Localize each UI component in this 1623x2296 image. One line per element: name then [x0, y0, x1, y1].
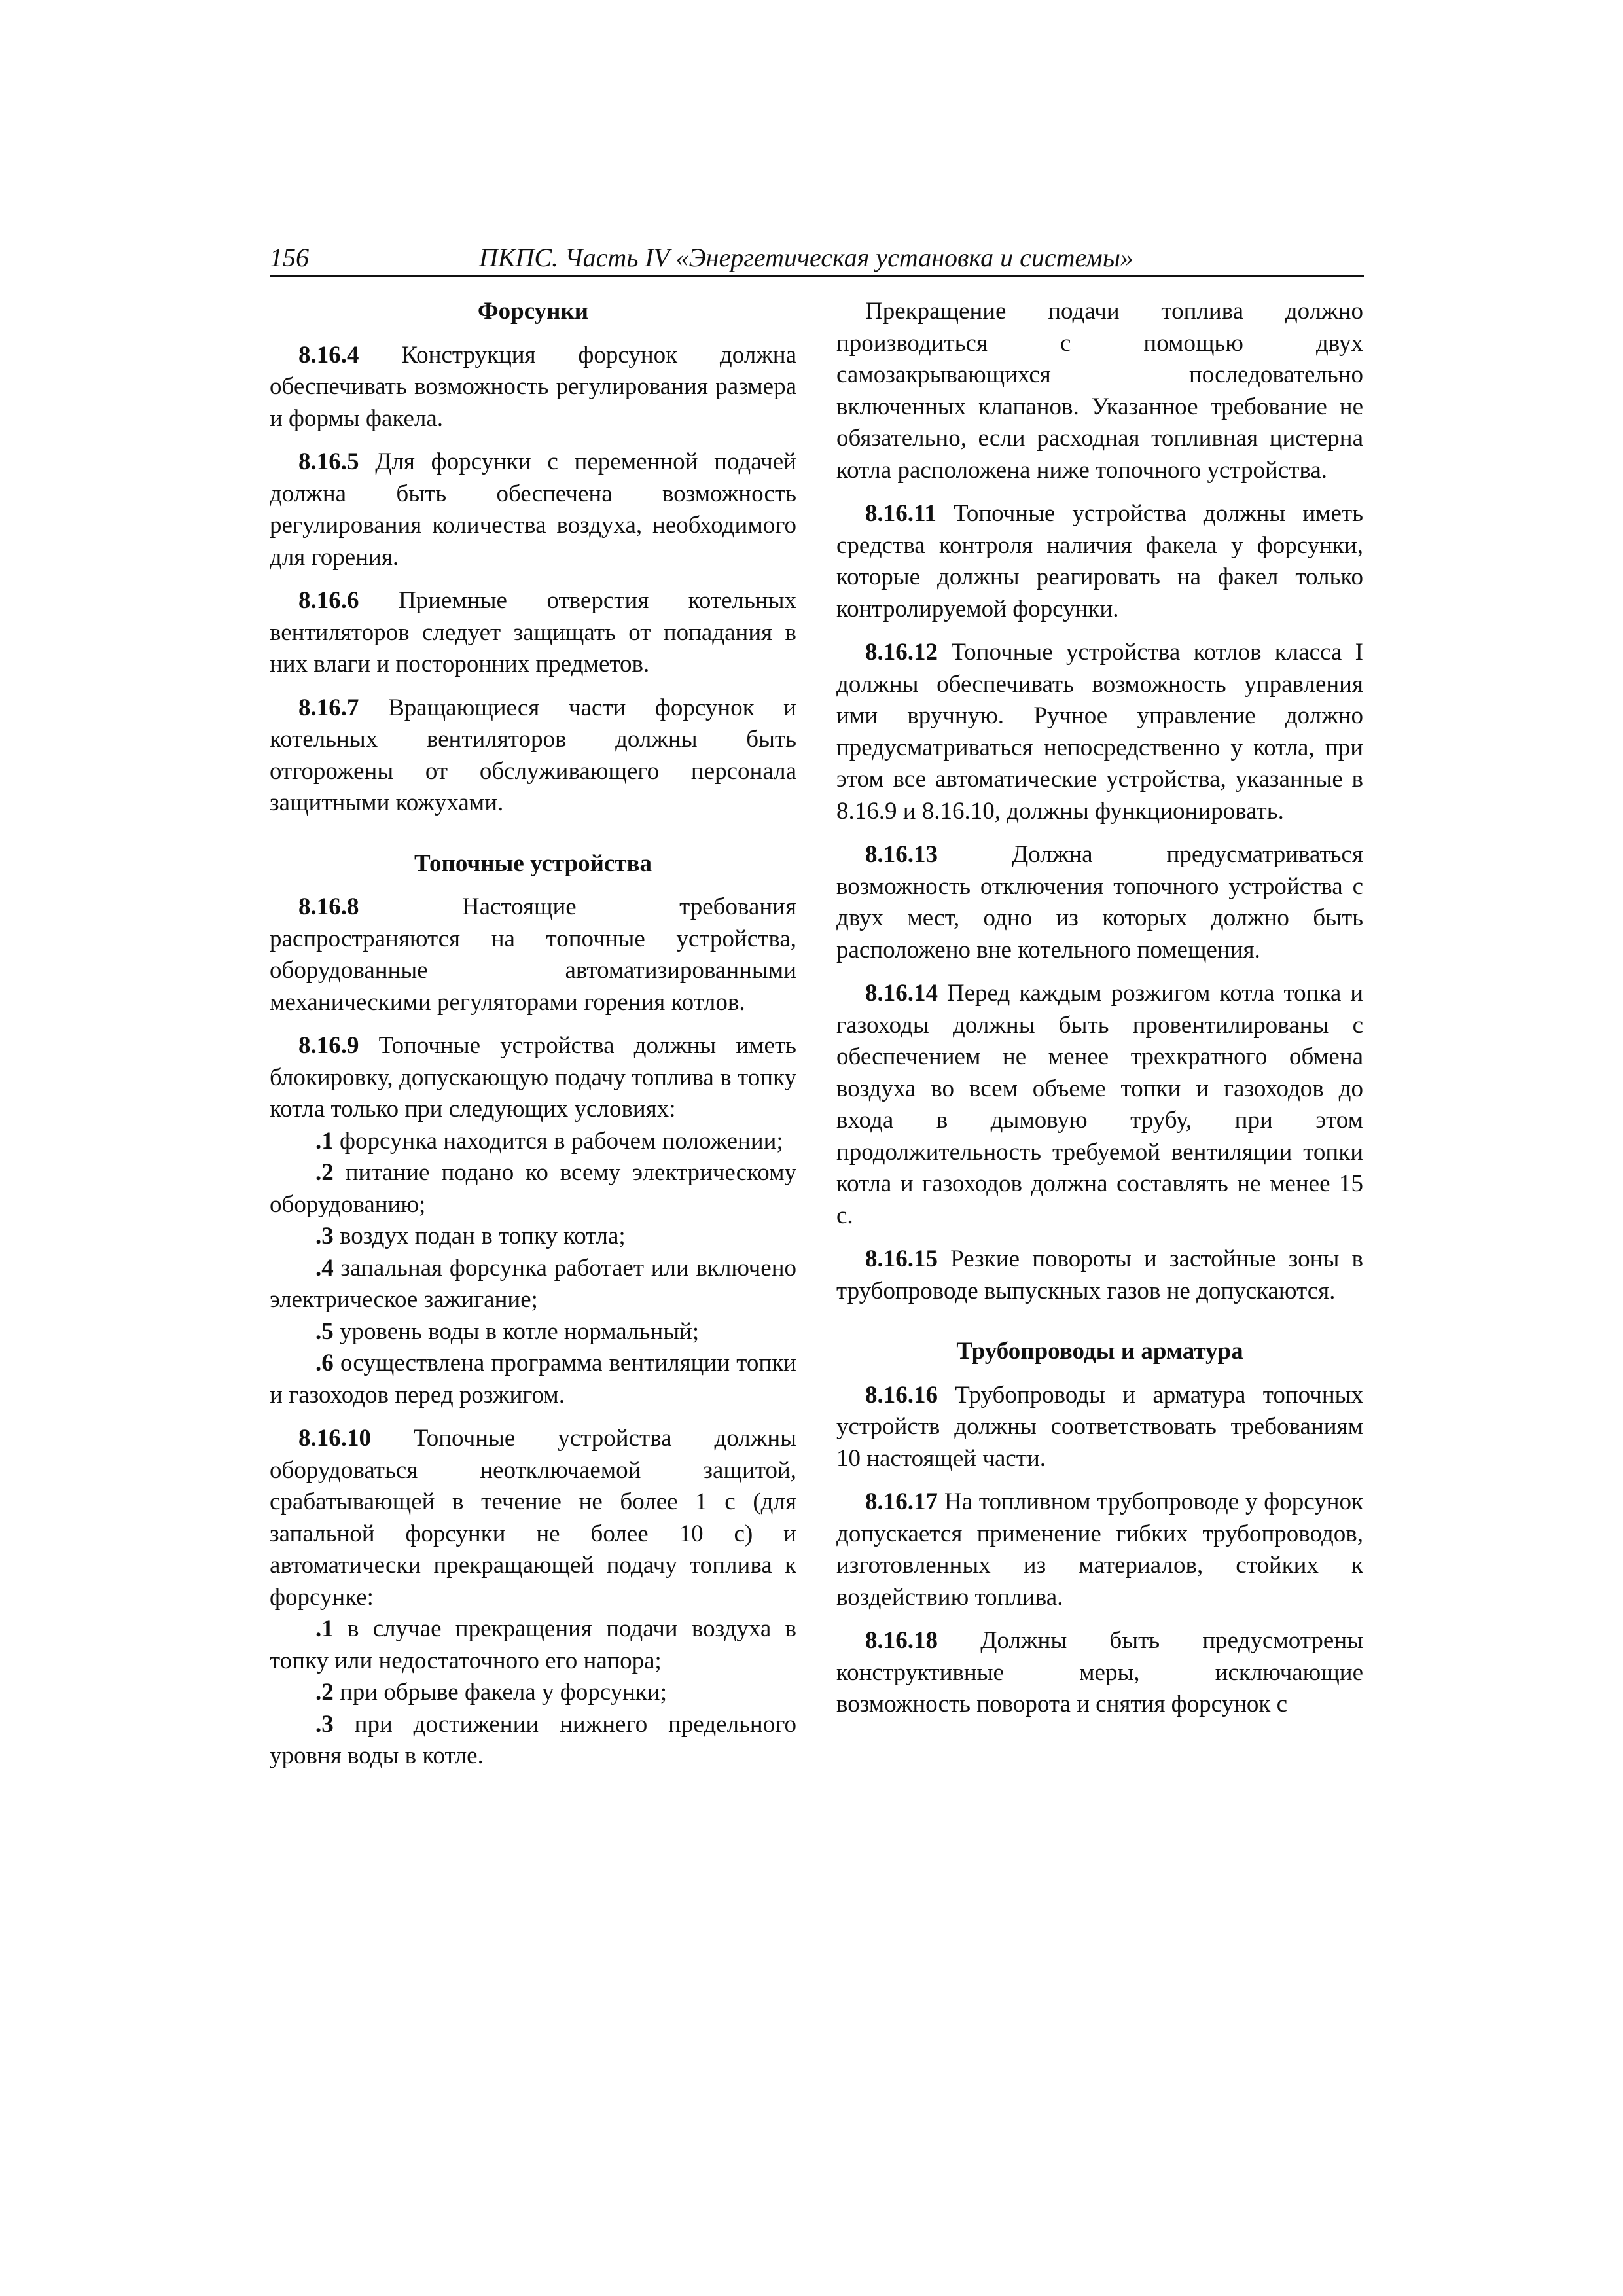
- item-number: .5: [315, 1318, 334, 1345]
- clause-number: 8.16.16: [865, 1381, 938, 1408]
- clause-number: 8.16.8: [298, 893, 359, 920]
- paragraph-8-16-15: [836, 1244, 1363, 1307]
- item-number: .3: [315, 1710, 334, 1738]
- paragraph-8-16-13: [836, 839, 1363, 966]
- item-number: .3: [315, 1223, 334, 1249]
- clause-text: На топливном трубопроводе у форсунок допускается применение гибких трубопроводов, изготовленных из материалов, стойких к воздействию топлива.: [836, 1488, 1363, 1611]
- list-item: [270, 1126, 796, 1158]
- clause-number: 8.16.13: [865, 841, 938, 868]
- list-item: [270, 1348, 796, 1411]
- clause-text: Топочные устройства должны иметь средства контроля наличия факела у форсунки, которые должны реагировать на факел только контролируемой форсунки.: [836, 500, 1363, 622]
- right-column: [836, 296, 1363, 1732]
- left-column: [270, 296, 796, 1784]
- paragraph-8-16-6: [270, 585, 796, 681]
- list-item: [270, 1677, 796, 1709]
- item-text: при достижении нижнего предельного уровня воды в котле.: [270, 1710, 796, 1769]
- item-number: .2: [315, 1159, 334, 1186]
- item-text: в случае прекращения подачи воздуха в топку или недостаточного его напора;: [270, 1615, 796, 1674]
- section-heading-piping-and-fittings: Трубопроводы и арматура: [956, 1338, 1243, 1365]
- item-text: питание подано ко всему электрическому оборудованию;: [270, 1159, 796, 1218]
- clause-number: 8.16.14: [865, 980, 938, 1007]
- clause-text: Резкие повороты и застойные зоны в трубопроводе выпускных газов не допускаются.: [836, 1246, 1363, 1304]
- clause-text: Топочные устройства должны оборудоваться неотключаемой защитой, срабатывающей в течение не более 1 с (для запальной форсунки не более 10 с) и автоматически прекращающей подачу топлива к форсунке:: [270, 1425, 796, 1611]
- clause-text: Топочные устройства должны иметь блокировку, допускающую подачу топлива в топку котла только при следующих условиях:: [270, 1032, 796, 1122]
- section-heading-burners: Форсунки: [477, 298, 589, 325]
- clause-text: Перед каждым розжигом котла топка и газоходы должны быть провентилированы с обеспечением не менее трехкратного обмена воздуха во всем объеме топки и газоходов до входа в дымовую трубу, при этом продолжительность требуемой вентиляции топки котла и газоходов должна составлять не менее 15 с.: [836, 980, 1363, 1229]
- clause-number: 8.16.17: [865, 1488, 938, 1515]
- paragraph-8-16-5: [270, 446, 796, 573]
- item-number: .1: [315, 1127, 334, 1155]
- clause-number: 8.16.18: [865, 1627, 938, 1654]
- clause-number: 8.16.12: [865, 639, 938, 666]
- clause-text: Топочные устройства котлов класса I должны обеспечивать возможность управления ими вручную. Ручное управление должно предусматриваться непосредственно у котла, при этом все автоматические устройства, указанные в 8.16.9 и 8.16.10, должны функционировать.: [836, 639, 1363, 825]
- item-number: .2: [315, 1679, 334, 1706]
- clause-number: 8.16.4: [298, 341, 359, 368]
- list-item: [270, 1253, 796, 1316]
- clause-number: 8.16.9: [298, 1032, 359, 1059]
- item-text: при обрыве факела у форсунки;: [333, 1679, 667, 1706]
- clause-text: Для форсунки с переменной подачей должна быть обеспечена возможность регулирования количества воздуха, необходимого для горения.: [270, 448, 796, 571]
- paragraph-8-16-9: [270, 1030, 796, 1126]
- list-item: [270, 1157, 796, 1221]
- clause-text: Должны быть предусмотрены конструктивные меры, исключающие возможность поворота и снятия форсунок с: [836, 1627, 1363, 1717]
- item-text: уровень воды в котле нормальный;: [333, 1318, 700, 1345]
- clause-text: Настоящие требования распространяются на топочные устройства, оборудованные автоматизированными механическими регуляторами горения котлов.: [270, 893, 796, 1016]
- item-text: воздух подан в топку котла;: [333, 1223, 626, 1249]
- list-item: [270, 1316, 796, 1348]
- list-item: [270, 1709, 796, 1772]
- paragraph-8-16-18: [836, 1625, 1363, 1721]
- item-text: запальная форсунка работает или включено электрическое зажигание;: [270, 1254, 796, 1313]
- paragraph-8-16-12: [836, 637, 1363, 827]
- item-text: осуществлена программа вентиляции топки и газоходов перед розжигом.: [270, 1350, 796, 1408]
- list-item: [270, 1221, 796, 1253]
- paragraph-8-16-14: [836, 978, 1363, 1232]
- paragraph-8-16-7: [270, 692, 796, 819]
- clause-number: 8.16.7: [298, 694, 359, 721]
- paragraph-8-16-16: [836, 1380, 1363, 1475]
- clause-text: Должна предусматриваться возможность отключения топочного устройства с двух мест, одно из которых должно быть расположено вне котельного помещения.: [836, 841, 1363, 963]
- clause-number: 8.16.11: [865, 500, 936, 527]
- clause-text: Вращающиеся части форсунок и котельных вентиляторов должны быть отгорожены от обслуживающего персонала защитными кожухами.: [270, 694, 796, 816]
- clause-number: 8.16.10: [298, 1425, 371, 1452]
- running-title: ПКПС. Часть IV «Энергетическая установка и системы»: [479, 243, 1133, 272]
- paragraph-8-16-17: [836, 1486, 1363, 1613]
- item-text: форсунка находится в рабочем положении;: [333, 1127, 783, 1155]
- paragraph-continuation: Прекращение подачи топлива должно производиться с помощью двух самозакрывающихся последовательно включенных клапанов. Указанное требование не обязательно, если расходная топливная цистерна котла расположена ниже топочного устройства.: [836, 298, 1363, 484]
- paragraph-8-16-11: [836, 498, 1363, 625]
- paragraph-8-16-8: [270, 891, 796, 1018]
- item-number: .6: [315, 1350, 334, 1376]
- clause-text: Трубопроводы и арматура топочных устройств должны соответствовать требованиям 10 настоящей части.: [836, 1381, 1363, 1472]
- item-number: .1: [315, 1615, 334, 1642]
- clause-number: 8.16.5: [298, 448, 359, 475]
- clause-number: 8.16.6: [298, 587, 359, 614]
- paragraph-8-16-4: [270, 340, 796, 435]
- page-number: 156: [270, 243, 309, 272]
- section-heading-furnace-devices: Топочные устройства: [414, 850, 652, 877]
- clause-text: Приемные отверстия котельных вентиляторов следует защищать от попадания в них влаги и посторонних предметов.: [270, 587, 796, 677]
- clause-text: Конструкция форсунок должна обеспечивать возможность регулирования размера и формы факела.: [270, 341, 796, 432]
- list-item: [270, 1613, 796, 1677]
- clause-number: 8.16.15: [865, 1246, 938, 1272]
- page-header: [270, 241, 1364, 277]
- paragraph-8-16-10: [270, 1423, 796, 1613]
- item-number: .4: [315, 1254, 334, 1282]
